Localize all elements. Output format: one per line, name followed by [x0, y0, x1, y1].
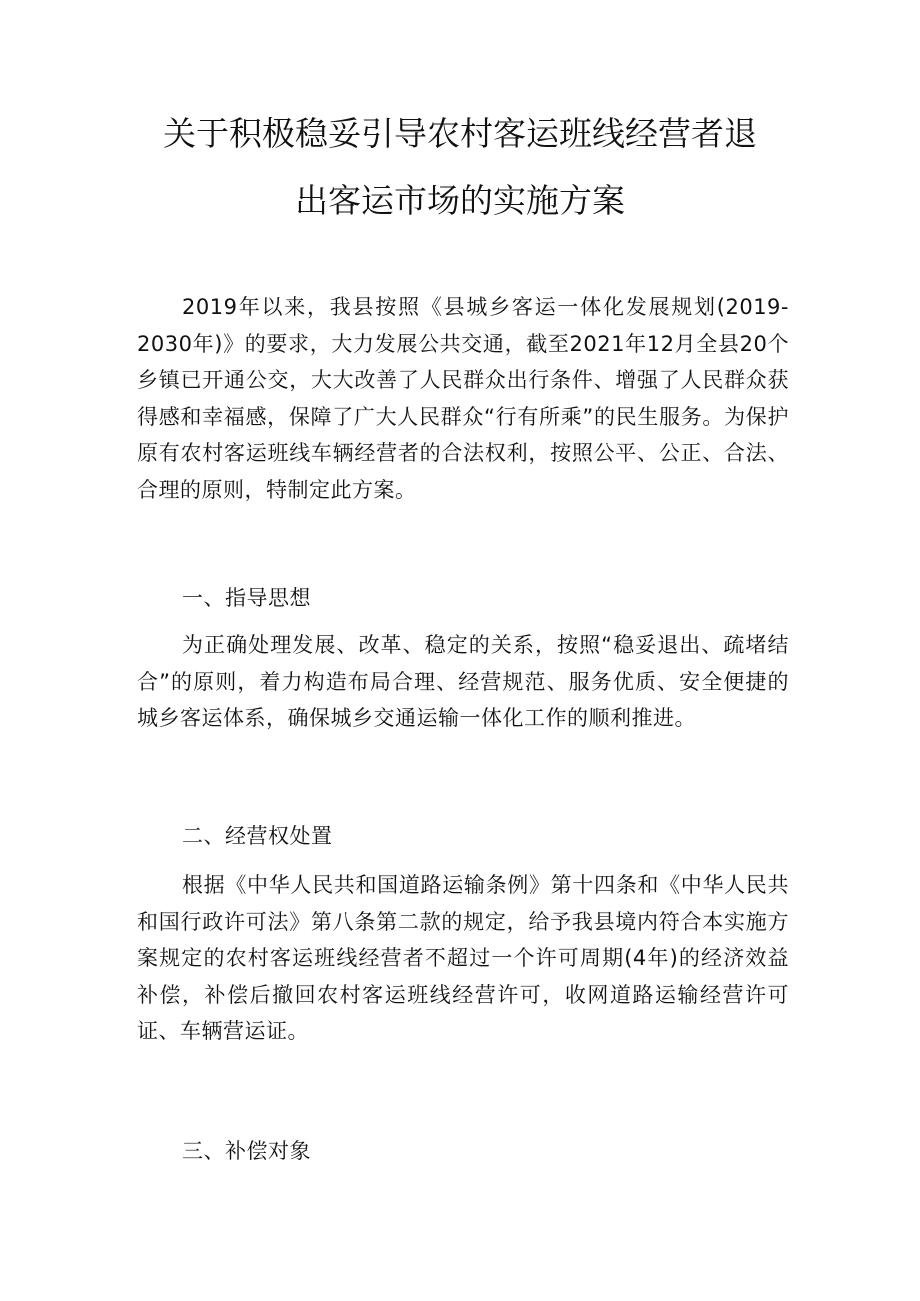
guiding-ideology-paragraph: 为正确处理发展、改革、稳定的关系，按照“稳妥退出、疏堵结合”的原则，着力构造布局合理、经营规范、服务优质、安全便捷的城乡客运体系，确保城乡交通运输一体化工作的顺利推进。: [137, 633, 789, 730]
section-heading-guiding-ideology: 一、指导思想: [182, 586, 311, 610]
operating-rights-paragraph: 根据《中华人民共和国道路运输条例》第十四条和《中华人民共和国行政许可法》第八条第二款的规定，给予我县境内符合本实施方案规定的农村客运班线经营者不超过一个许可周期(4年)的经济效益补偿，补偿后撤回农村客运班线经营许可，收网道路运输经营许可证、车辆营运证。: [137, 873, 789, 1043]
document-title-line-2: 出客运市场的实施方案: [295, 181, 625, 220]
section-heading-operating-rights: 二、经营权处置: [182, 824, 333, 848]
section-heading-compensation-targets: 三、补偿对象: [182, 1139, 311, 1163]
intro-paragraph: 2019年以来，我县按照《县城乡客运一体化发展规划(2019-2030年)》的要求，大力发展公共交通，截至2021年12月全县20个乡镇已开通公交，大大改善了人民群众出行条件、增强了人民群众获得感和幸福感，保障了广大人民群众“行有所乘”的民生服务。为保护原有农村客运班线车辆经营者的合法权利，按照公平、公正、合法、合理的原则，特制定此方案。: [137, 295, 789, 502]
document-title-line-1: 关于积极稳妥引导农村客运班线经营者退: [163, 114, 757, 153]
